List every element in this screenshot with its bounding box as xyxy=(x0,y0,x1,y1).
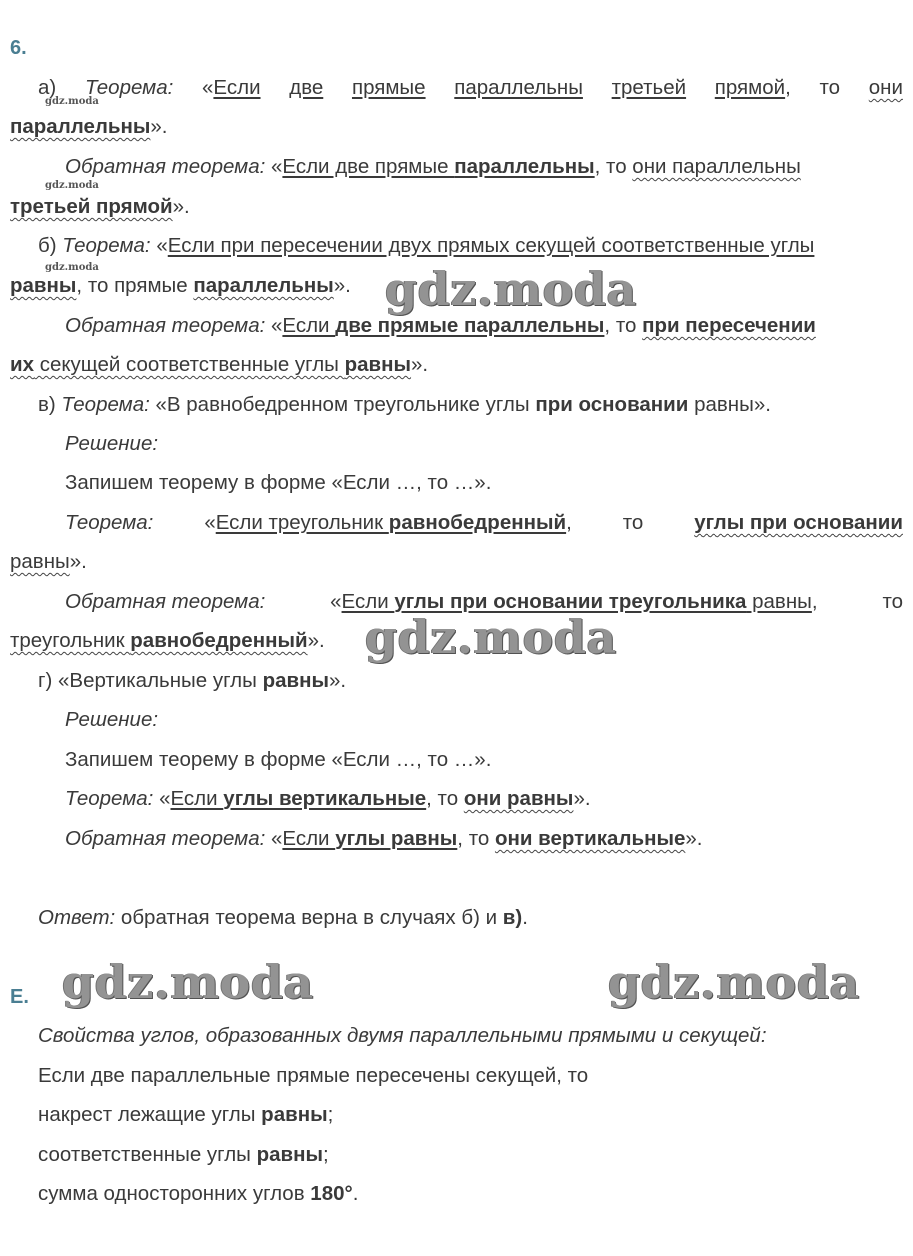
word: то xyxy=(819,76,841,99)
bold-text: при пересечении xyxy=(642,314,816,337)
quote-open: « xyxy=(271,155,283,178)
item-d-reformulated xyxy=(65,786,591,812)
quote-close: ». xyxy=(150,115,168,138)
converse-label: Обратная теорема: xyxy=(65,827,266,850)
word: третьей xyxy=(611,76,687,99)
bold-text: равнобедренный xyxy=(388,511,567,534)
quote-open: « xyxy=(150,234,168,257)
text: , то xyxy=(604,314,643,337)
watermark-big: gdz.moda xyxy=(365,610,617,664)
bold-text: углы при основании xyxy=(694,511,903,534)
word: они xyxy=(868,76,903,99)
text: треугольник xyxy=(10,629,131,652)
item-b-converse-line1 xyxy=(65,313,816,339)
section-e-line3 xyxy=(38,1142,329,1168)
item-a-prefix: а) xyxy=(38,76,57,99)
text: , то xyxy=(426,787,464,810)
item-c-theorem xyxy=(38,392,771,418)
text: Если две прямые xyxy=(282,155,455,178)
text: , то прямые xyxy=(76,274,194,297)
text: , то xyxy=(594,155,633,178)
bold-text: при основании xyxy=(535,393,689,416)
quote-open: « xyxy=(204,511,216,534)
word: то xyxy=(622,511,644,534)
quote-close: ». xyxy=(685,827,703,850)
item-a-label: Теорема: xyxy=(84,76,174,99)
item-a-theorem-line2 xyxy=(10,114,168,140)
comma: , xyxy=(811,590,818,613)
text: накрест лежащие углы xyxy=(38,1103,262,1126)
item-d-converse xyxy=(65,826,702,852)
text: сумма односторонних углов xyxy=(38,1182,311,1205)
item-a-converse-line2 xyxy=(10,194,190,220)
watermark-big: gdz.moda xyxy=(385,262,637,316)
word: параллельны xyxy=(454,76,583,99)
text: , то xyxy=(457,827,495,850)
text: Если xyxy=(170,787,224,810)
section-e-title xyxy=(38,1023,767,1049)
theorem-label: Теорема: xyxy=(65,511,154,534)
underlined-text xyxy=(282,155,594,178)
bold-text: равнобедренный xyxy=(130,629,308,652)
wavy-text xyxy=(10,629,308,652)
word: две xyxy=(289,76,324,99)
bold-text: равны xyxy=(261,1103,328,1126)
item-a-converse-line1 xyxy=(65,154,801,180)
comma: , xyxy=(785,76,791,99)
underlined-text: Если при пересечении двух прямых секущей соответственные углы xyxy=(167,234,815,257)
solution-label: Решение: xyxy=(65,432,159,455)
text: Если xyxy=(341,590,395,613)
bold-text: углы вертикальные xyxy=(223,787,427,810)
bold-text: они вертикальные xyxy=(494,827,686,850)
section-title: Свойства углов, образованных двумя параллельными прямыми и секущей: xyxy=(38,1024,767,1047)
text: равны xyxy=(746,590,812,613)
bold-text: равны xyxy=(344,353,412,376)
converse-label: Обратная теорема: xyxy=(65,155,266,178)
word: то xyxy=(882,590,903,613)
theorem-label: Теорема: xyxy=(65,787,154,810)
word: Если xyxy=(213,76,261,99)
item-c-prefix: в) xyxy=(38,393,62,416)
section-e-line4 xyxy=(38,1181,358,1207)
section-letter: Е. xyxy=(10,986,29,1008)
answer-line xyxy=(38,905,528,931)
bold-text: параллельны xyxy=(10,115,151,138)
item-a-theorem-line1 xyxy=(38,75,903,101)
comma: , xyxy=(566,511,572,534)
bold-text: они равны xyxy=(463,787,574,810)
bold-text: углы при основании треугольника xyxy=(394,590,747,613)
solution-label: Решение: xyxy=(65,708,159,731)
watermark-small: gdz.moda xyxy=(45,180,99,191)
quote-close: ». xyxy=(411,353,429,376)
quote-close: ». xyxy=(307,629,325,652)
underlined-text xyxy=(282,827,457,850)
bold-text: углы равны xyxy=(335,827,458,850)
item-d-theorem xyxy=(38,668,346,694)
quote-close: ». xyxy=(573,787,591,810)
bold-text: третьей прямой xyxy=(10,195,173,218)
item-d-prefix: г) «Вертикальные углы xyxy=(38,669,263,692)
item-c-label: Теорема: xyxy=(61,393,150,416)
text: ; xyxy=(323,1143,329,1166)
item-c-write-form: Запишем теорему в форме «Если …, то …». xyxy=(65,471,492,494)
watermark-big: gdz.moda xyxy=(608,955,860,1009)
text: секущей соответственные углы xyxy=(34,353,345,376)
quote-open: « xyxy=(153,787,171,810)
bold-text: их xyxy=(10,353,35,376)
answer-label: Ответ: xyxy=(38,906,116,929)
item-c-reformulated-line2 xyxy=(10,549,87,575)
quote-close: ». xyxy=(69,550,87,573)
item-c-converse-line2 xyxy=(10,628,325,654)
section-e-line2 xyxy=(38,1102,333,1128)
quote-open: « xyxy=(330,590,342,613)
answer-text: обратная теорема верна в случаях б) и xyxy=(115,906,503,929)
quote-close: ». xyxy=(333,274,351,297)
text: соответственные углы xyxy=(38,1143,257,1166)
text: Если треугольник xyxy=(215,511,389,534)
bold-text: две прямые параллельны xyxy=(335,314,605,337)
wavy-text xyxy=(10,353,411,376)
watermark-small: gdz.moda xyxy=(45,96,99,107)
quote-open: « xyxy=(202,76,214,99)
item-b-prefix: б) xyxy=(38,234,63,257)
converse-label: Обратная теорема: xyxy=(65,314,266,337)
item-b-theorem-line2 xyxy=(10,273,351,299)
wavy-text: они параллельны xyxy=(632,155,801,178)
underlined-text xyxy=(170,787,426,810)
item-d-solution-label xyxy=(65,707,158,733)
bold-text: равны xyxy=(256,1143,324,1166)
item-b-converse-line2 xyxy=(10,352,428,378)
underlined-text xyxy=(282,314,604,337)
item-b-theorem-line1 xyxy=(38,233,814,259)
text: . xyxy=(352,1182,359,1205)
bold-text: в) xyxy=(502,906,523,929)
wavy-text: равны xyxy=(10,550,70,573)
word: прямые xyxy=(351,76,426,99)
bold-text: 180° xyxy=(310,1182,353,1205)
quote-close: ». xyxy=(172,195,190,218)
text: Если xyxy=(282,827,336,850)
item-c-reformulated-line1 xyxy=(65,510,903,536)
word: прямой xyxy=(714,76,786,99)
converse-label: Обратная теорема: xyxy=(65,590,266,613)
text: «В равнобедренном треугольнике углы xyxy=(149,393,536,416)
item-c-solution-label xyxy=(65,431,158,457)
bold-text: равны xyxy=(262,669,329,692)
bold-text: параллельны xyxy=(454,155,595,178)
quote-close: ». xyxy=(328,669,347,692)
watermark-big: gdz.moda xyxy=(62,955,314,1009)
bold-text: равны xyxy=(10,274,77,297)
item-b-label: Теорема: xyxy=(62,234,151,257)
text: ; xyxy=(327,1103,334,1126)
section-number: 6. xyxy=(10,37,27,59)
bold-text: параллельны xyxy=(193,274,334,297)
text: равны». xyxy=(688,393,771,416)
underlined-text xyxy=(216,511,566,534)
quote-open: « xyxy=(265,827,283,850)
item-d-write-form: Запишем теорему в форме «Если …, то …». xyxy=(65,748,492,771)
section-e-line1: Если две параллельные прямые пересечены секущей, то xyxy=(38,1064,589,1087)
text: . xyxy=(522,906,528,929)
text: Если xyxy=(282,314,336,337)
watermark-small: gdz.moda xyxy=(45,262,99,273)
quote-open: « xyxy=(265,314,283,337)
